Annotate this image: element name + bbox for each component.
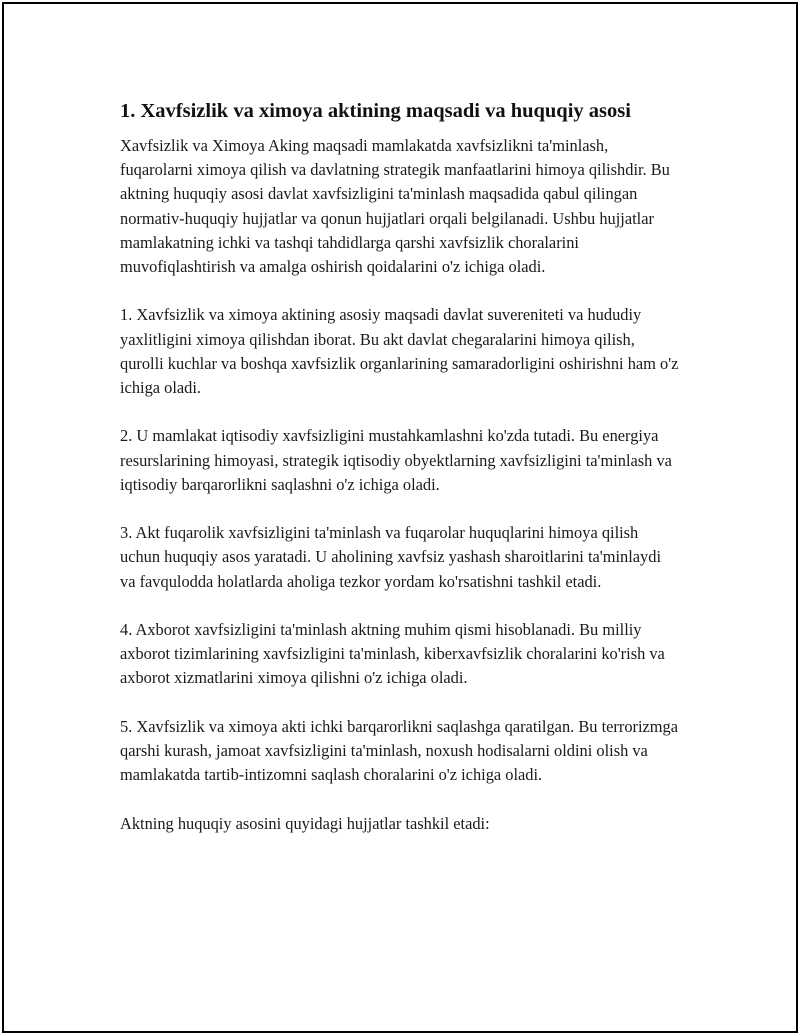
paragraph-item-1: 1. Xavfsizlik va ximoya aktining asosiy maqsadi davlat suvereniteti va hududiy yaxlitligini ximoya qilishdan iborat. Bu akt davlat chegaralarini himoya qilish, qurolli kuchlar va boshqa xavfsizlik organlarining samaradorligini oshirishni ham o'z ichiga oladi. — [120, 305, 679, 398]
section-heading: 1. Xavfsizlik va ximoya aktining maqsadi va huquqiy asosi — [120, 100, 631, 122]
paragraph-item-4: 4. Axborot xavfsizligini ta'minlash aktning muhim qismi hisoblanadi. Bu milliy axborot tizimlarining xavfsizligini ta'minlash, kiberxavfsizlik choralarini ko'rish va axborot xizmatlarini ximoya qilishni o'z ichiga oladi. — [120, 620, 665, 688]
paragraph-item-5: 5. Xavfsizlik va ximoya akti ichki barqarorlikni saqlashga qaratilgan. Bu terrorizmga qarshi kurash, jamoat xavfsizligini ta'minlash, noxush hodisalarni oldini olish va mamlakatda tartib-intizomni saqlash choralarini o'z ichiga oladi. — [120, 716, 679, 785]
intro-paragraph: Xavfsizlik va Ximoya Aking maqsadi mamlakatda xavfsizlikni ta'minlash, fuqarolarni ximoya qilish va davlatning strategik manfaatlarini himoya qilishdir. Bu aktning huquqiy asosi davlat xavfsizligini ta'minlash maqsadida qabul qilingan normativ-huquqiy hujjatlar va qonun hujjatlari orqali belgilanadi. Ushbu hujjatlar mamlakatning ichki va tashqi tahdidlarga qarshi xavfsizlik choralarini muvofiqlashtirish va amalga oshirish qoidalarini o'z ichiga oladi. — [120, 136, 670, 277]
document-body — [120, 98, 680, 860]
page-frame — [2, 2, 798, 1033]
paragraph-item-3: 3. Akt fuqarolik xavfsizligini ta'minlash va fuqarolar huquqlarini himoya qilish uchun huquqiy asos yaratadi. U aholining xavfsiz yashash sharoitlarini ta'minlaydi va favqulodda holatlarda aholiga tezkor yordam ko'rsatishni tashkil etadi. — [120, 523, 661, 591]
closing-paragraph: Aktning huquqiy asosini quyidagi hujjatlar tashkil etadi: — [120, 813, 490, 833]
paragraph-item-2: 2. U mamlakat iqtisodiy xavfsizligini mustahkamlashni ko'zda tutadi. Bu energiya resurslarining himoyasi, strategik iqtisodiy obyektlarning xavfsizligini ta'minlash va iqtisodiy barqarorlikni saqlashni o'z ichiga oladi. — [120, 426, 672, 494]
